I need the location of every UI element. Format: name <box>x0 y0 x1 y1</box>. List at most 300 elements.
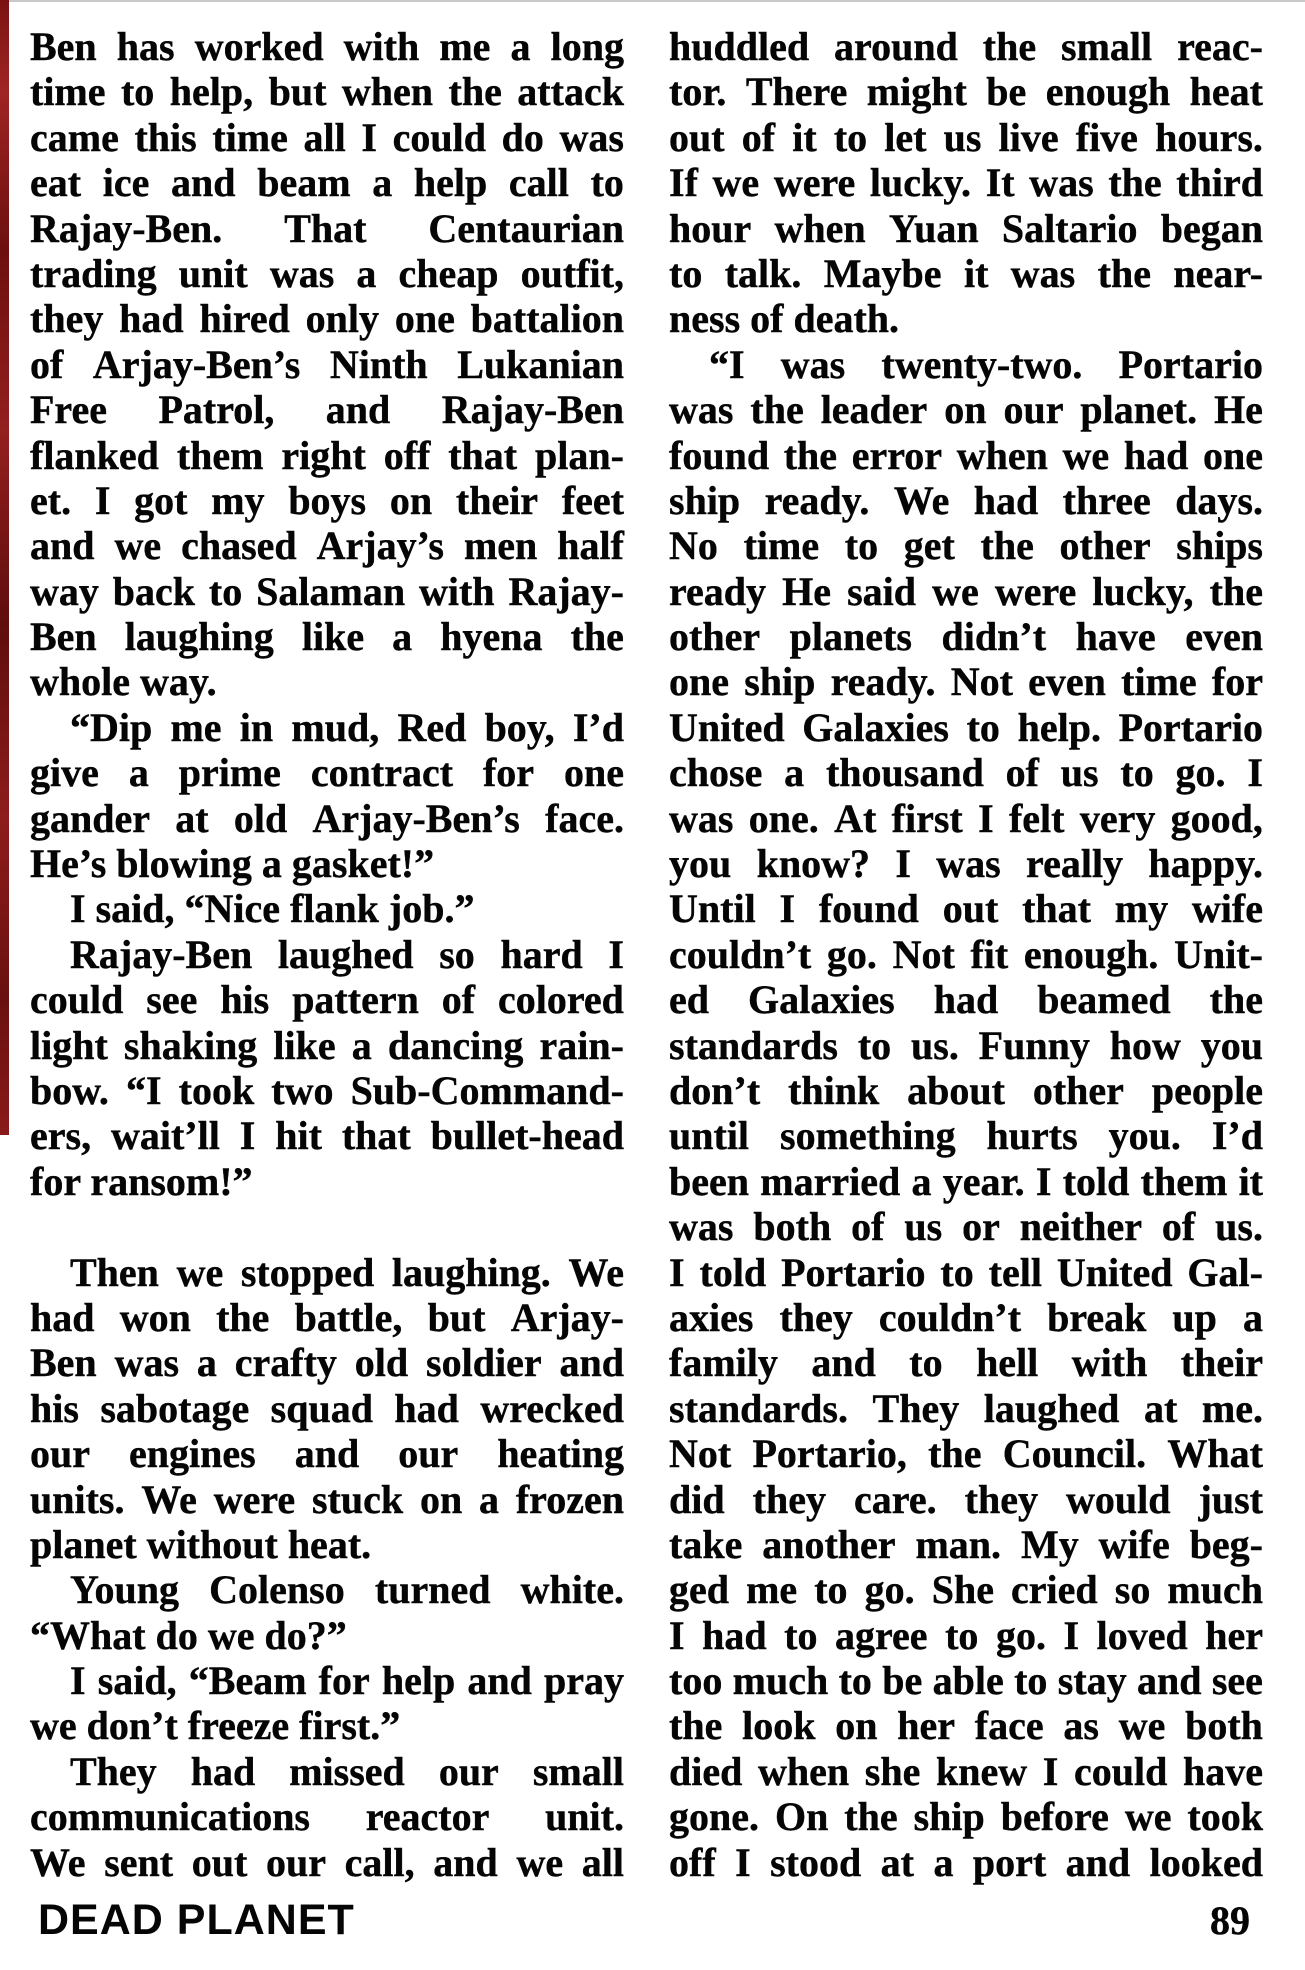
word: Young <box>70 1567 179 1613</box>
word: talk. <box>724 250 802 296</box>
text-line <box>30 433 624 478</box>
word: I <box>978 795 994 841</box>
word: Arjay-Ben’s <box>92 341 301 387</box>
word: we <box>1118 1703 1166 1749</box>
word: her <box>1205 1612 1263 1658</box>
word: had <box>119 296 184 342</box>
word: them <box>1140 1158 1228 1204</box>
word: and <box>467 1658 532 1704</box>
word: communications <box>30 1794 310 1840</box>
word: standards <box>669 1022 838 1068</box>
text-line <box>30 1295 624 1340</box>
word: took <box>178 1067 255 1113</box>
word: crafty <box>234 1340 337 1386</box>
word: just <box>1198 1476 1263 1522</box>
word: other <box>669 614 761 660</box>
word: so <box>1114 1567 1151 1613</box>
word: stuck <box>311 1476 404 1522</box>
word: planet. <box>1080 387 1198 433</box>
word: thousand <box>825 750 984 796</box>
word: turned <box>374 1567 491 1613</box>
word: me <box>439 24 491 69</box>
text-line <box>30 1431 624 1476</box>
word: laughing. <box>391 1249 551 1295</box>
word: me <box>170 704 222 750</box>
word: loved <box>1096 1612 1188 1658</box>
word: that <box>341 1113 411 1159</box>
text-line <box>669 1023 1263 1068</box>
word: sent <box>104 1839 174 1885</box>
word: has <box>116 24 175 69</box>
word: tor. <box>669 69 727 115</box>
word: Then <box>70 1249 159 1295</box>
word: Sub-Command- <box>350 1067 624 1113</box>
word: Ben <box>30 24 97 69</box>
word: I’d <box>572 704 624 750</box>
word: get <box>903 523 955 569</box>
word: did <box>669 1476 725 1522</box>
word: they <box>752 1476 826 1522</box>
text-line <box>669 1658 1263 1703</box>
text-line <box>669 69 1263 114</box>
word: and <box>811 1340 876 1386</box>
word: up <box>1172 1294 1217 1340</box>
word: feet <box>561 477 624 523</box>
word: we <box>1062 432 1110 478</box>
word: only <box>305 296 380 342</box>
text-line <box>669 115 1263 160</box>
word: even <box>1028 659 1106 705</box>
word: off <box>669 1839 716 1885</box>
word: when <box>758 1748 850 1794</box>
text-line <box>669 387 1263 432</box>
word: stay <box>1057 1658 1127 1704</box>
word: time <box>212 114 288 160</box>
word: too <box>669 1658 723 1704</box>
text-line <box>669 342 1263 387</box>
text-line <box>669 1204 1263 1249</box>
word: Rajay-Ben <box>70 931 253 977</box>
word: light <box>30 1022 108 1068</box>
word: be <box>986 69 1027 115</box>
word: go. <box>995 1612 1046 1658</box>
word: Until <box>669 886 756 932</box>
word: ice <box>102 160 150 206</box>
word: a <box>784 750 805 796</box>
word: stopped <box>240 1249 375 1295</box>
word: stood <box>770 1839 862 1885</box>
word: have <box>1183 1748 1263 1794</box>
word: and <box>171 160 236 206</box>
word: out <box>942 886 999 932</box>
word: It <box>985 160 1015 206</box>
word: all <box>303 114 346 160</box>
word: about <box>907 1067 1005 1113</box>
word: wait’ll <box>110 1113 220 1159</box>
word: said, <box>97 1658 177 1704</box>
text-line <box>669 24 1263 69</box>
text-line <box>669 1613 1263 1658</box>
word: care. <box>854 1476 937 1522</box>
word: how <box>1109 1022 1181 1068</box>
word: both <box>1185 1703 1263 1749</box>
word: heat <box>1189 69 1263 115</box>
word: it <box>792 114 817 160</box>
word: hyena <box>440 614 543 660</box>
text-line <box>30 1477 624 1522</box>
word: a <box>356 250 377 296</box>
word: might <box>866 69 967 115</box>
text-line <box>669 1113 1263 1158</box>
text-line <box>30 569 624 614</box>
word: hurts <box>986 1113 1078 1159</box>
word: I <box>895 841 911 887</box>
word: to <box>120 69 155 115</box>
word: ship <box>669 477 741 523</box>
word: they <box>964 1476 1038 1522</box>
word: was <box>936 841 1001 887</box>
word: Galaxies <box>802 704 949 750</box>
word: chased <box>181 523 297 569</box>
word: to <box>909 1340 943 1386</box>
word: give <box>30 750 99 796</box>
word: and <box>433 1839 498 1885</box>
word: family <box>669 1340 778 1386</box>
word: told <box>1062 1158 1130 1204</box>
word: My <box>1020 1521 1079 1567</box>
word: on <box>389 477 433 523</box>
word: of <box>851 1204 885 1250</box>
word: our <box>1003 387 1064 433</box>
word: at <box>1143 1385 1178 1431</box>
word: If <box>669 160 698 206</box>
word: the <box>448 69 502 115</box>
word: a <box>351 1022 372 1068</box>
word: with <box>418 568 495 614</box>
word: ship <box>744 659 816 705</box>
word: us <box>943 114 982 160</box>
word: one <box>394 296 455 342</box>
text-line <box>30 160 624 205</box>
word: one. <box>748 795 819 841</box>
word: worked <box>194 24 324 69</box>
word: We <box>893 477 950 523</box>
word: Arjay- <box>510 1294 624 1340</box>
word: ready <box>669 568 767 614</box>
word: to <box>208 568 243 614</box>
text-line <box>30 342 624 387</box>
word: my <box>1114 886 1169 932</box>
word: reactor <box>365 1794 490 1840</box>
word: another <box>762 1521 896 1567</box>
word: old <box>233 795 288 841</box>
word: Centaurian <box>428 205 624 251</box>
word: on <box>419 1476 463 1522</box>
word: live <box>998 114 1059 160</box>
text-line <box>30 1794 624 1839</box>
text-line <box>30 1658 624 1703</box>
word: Galaxies <box>748 977 895 1023</box>
word: would <box>1066 1476 1171 1522</box>
word: my <box>211 477 265 523</box>
word: help, <box>169 69 254 115</box>
word: them <box>176 432 264 478</box>
word: was <box>1029 160 1094 206</box>
word: old <box>354 1340 409 1386</box>
text-line: for ransom!” <box>30 1158 253 1204</box>
word: She <box>931 1567 994 1613</box>
word: I <box>94 477 111 523</box>
text-line <box>30 206 624 251</box>
word: Salaman <box>256 568 406 614</box>
blank-line <box>30 1204 624 1249</box>
word: laughed <box>277 931 414 977</box>
word: small <box>532 1748 624 1794</box>
word: leader <box>820 387 928 433</box>
word: on <box>835 1703 878 1749</box>
text-line <box>30 1023 624 1068</box>
text-line: planet without heat. <box>30 1521 372 1567</box>
word: had <box>1123 432 1189 478</box>
word: when <box>341 69 434 115</box>
text-line <box>669 750 1263 795</box>
word: us <box>1060 750 1099 796</box>
word: this <box>134 114 197 160</box>
word: our <box>265 1839 326 1885</box>
word: his <box>30 1385 79 1431</box>
word: they <box>779 1294 853 1340</box>
word: in <box>239 704 274 750</box>
text-line <box>30 977 624 1022</box>
text-line <box>30 1113 624 1158</box>
word: could <box>1074 1748 1168 1794</box>
word: all <box>581 1839 624 1885</box>
word: “I <box>709 341 745 387</box>
word: twenty-two. <box>881 341 1083 387</box>
word: eat <box>30 160 82 206</box>
word: to <box>940 1249 974 1295</box>
text-line <box>30 478 624 523</box>
word: to <box>1120 750 1154 796</box>
word: it <box>963 250 989 296</box>
word: standards. <box>669 1385 848 1431</box>
word: I <box>1035 1158 1052 1204</box>
word: took <box>1187 1794 1263 1840</box>
word: could <box>392 114 486 160</box>
left-text-column <box>30 24 624 1885</box>
text-line <box>669 478 1263 523</box>
word: axies <box>669 1294 754 1340</box>
text-line: “What do we do?” <box>30 1612 347 1658</box>
word: to <box>1014 1658 1048 1704</box>
word: like <box>301 614 365 660</box>
text-line: whole way. <box>30 659 217 705</box>
word: you <box>669 841 732 887</box>
word: Arjay’s <box>316 523 444 569</box>
word: Patrol, <box>158 387 275 433</box>
word: had <box>394 1385 459 1431</box>
word: the <box>216 1294 270 1340</box>
word: unit. <box>545 1794 624 1840</box>
word: call <box>508 160 569 206</box>
word: sabotage <box>100 1385 250 1431</box>
word: go. <box>826 931 877 977</box>
word: been <box>669 1158 749 1204</box>
word: Funny <box>978 1022 1090 1068</box>
word: There <box>745 69 848 115</box>
word: other <box>1032 1067 1124 1113</box>
word: the <box>1209 568 1263 614</box>
word: first <box>891 795 963 841</box>
word: ship <box>913 1794 985 1840</box>
text-line <box>669 932 1263 977</box>
word: third <box>1176 160 1263 206</box>
word: the <box>1097 250 1151 296</box>
word: the <box>980 523 1034 569</box>
word: hour <box>669 205 752 251</box>
word: He <box>782 568 831 614</box>
word: when <box>956 432 1048 478</box>
word: something <box>780 1113 956 1159</box>
word: was <box>669 1204 734 1250</box>
word: Rajay- <box>508 568 624 614</box>
word: had <box>190 1748 256 1794</box>
word: and <box>325 387 391 433</box>
word: hard <box>500 931 583 977</box>
word: and <box>30 523 95 569</box>
word: but <box>427 1294 486 1340</box>
word: unit <box>178 250 248 296</box>
word: rain- <box>539 1022 624 1068</box>
text-line <box>669 433 1263 478</box>
word: were <box>213 1476 296 1522</box>
text-line <box>30 1386 624 1431</box>
word: I <box>1063 1612 1080 1658</box>
word: felt <box>1008 795 1065 841</box>
text-line <box>669 160 1263 205</box>
text-line <box>30 932 624 977</box>
text-line <box>669 1840 1263 1885</box>
word: got <box>134 477 188 523</box>
word: Ben <box>30 614 97 660</box>
word: a <box>1242 1294 1263 1340</box>
word: year. <box>942 1158 1025 1204</box>
text-line <box>669 1295 1263 1340</box>
word: He <box>1214 387 1263 433</box>
word: the <box>1108 160 1162 206</box>
word: soldier <box>426 1340 542 1386</box>
word: huddled <box>669 24 810 69</box>
word: the <box>750 387 804 433</box>
word: and <box>1065 1839 1131 1885</box>
word: don’t <box>669 1067 761 1113</box>
text-line <box>30 115 624 160</box>
word: couldn’t <box>878 1294 1022 1340</box>
word: man. <box>915 1521 1002 1567</box>
word: a <box>128 750 149 796</box>
word: the <box>1209 977 1263 1023</box>
word: bow. <box>30 1067 109 1113</box>
word: What <box>1167 1431 1263 1477</box>
word: until <box>669 1113 750 1159</box>
word: We <box>141 1476 197 1522</box>
word: off <box>383 432 431 478</box>
word: of <box>1161 1204 1196 1250</box>
word: knew <box>936 1748 1028 1794</box>
text-line: I said, “Nice flank job.” <box>70 886 475 932</box>
word: both <box>753 1204 832 1250</box>
word: I <box>779 886 796 932</box>
word: died <box>669 1748 743 1794</box>
word: way <box>30 568 99 614</box>
word: lucky. <box>869 160 972 206</box>
text-line <box>669 1250 1263 1295</box>
text-line <box>669 251 1263 296</box>
word: at <box>175 795 209 841</box>
word: wife <box>1098 1521 1170 1567</box>
text-line <box>669 1567 1263 1612</box>
word: error <box>851 432 943 478</box>
word: back <box>112 568 196 614</box>
text-block <box>30 24 1263 1885</box>
word: That <box>284 205 367 251</box>
word: we <box>932 568 979 614</box>
word: to <box>838 1658 872 1704</box>
word: face. <box>545 795 624 841</box>
word: to <box>966 704 1000 750</box>
word: dancing <box>387 1022 524 1068</box>
word: we <box>1124 1794 1172 1840</box>
word: even <box>1185 614 1263 660</box>
word: They <box>70 1748 157 1794</box>
word: to <box>945 1612 979 1658</box>
word: heating <box>497 1431 624 1477</box>
word: could <box>30 977 124 1023</box>
word: of <box>1005 750 1039 796</box>
word: contract <box>310 750 454 796</box>
word: looked <box>1149 1839 1263 1885</box>
word: her <box>897 1703 955 1749</box>
word: United <box>669 704 785 750</box>
page-number: 89 <box>1210 1898 1250 1943</box>
word: squad <box>270 1385 373 1431</box>
word: pattern <box>292 977 419 1023</box>
word: Ben <box>30 1340 97 1386</box>
text-line <box>669 841 1263 886</box>
word: was <box>269 250 335 296</box>
text-line <box>669 1159 1263 1204</box>
text-line <box>30 251 624 296</box>
word: think <box>788 1067 880 1113</box>
word: On <box>774 1794 829 1840</box>
word: missed <box>289 1748 405 1794</box>
word: three <box>1062 477 1151 523</box>
word: found <box>818 886 919 932</box>
word: I <box>1247 750 1263 796</box>
word: we <box>176 1249 224 1295</box>
word: that <box>1022 886 1091 932</box>
word: I <box>70 1658 86 1704</box>
word: help <box>413 160 488 206</box>
word: when <box>774 205 866 251</box>
word: beamed <box>1037 977 1171 1023</box>
word: the <box>982 24 1037 69</box>
text-line <box>669 1340 1263 1385</box>
word: had <box>933 977 999 1023</box>
word: I <box>669 1249 685 1295</box>
word: break <box>1047 1294 1147 1340</box>
text-line <box>30 705 624 750</box>
